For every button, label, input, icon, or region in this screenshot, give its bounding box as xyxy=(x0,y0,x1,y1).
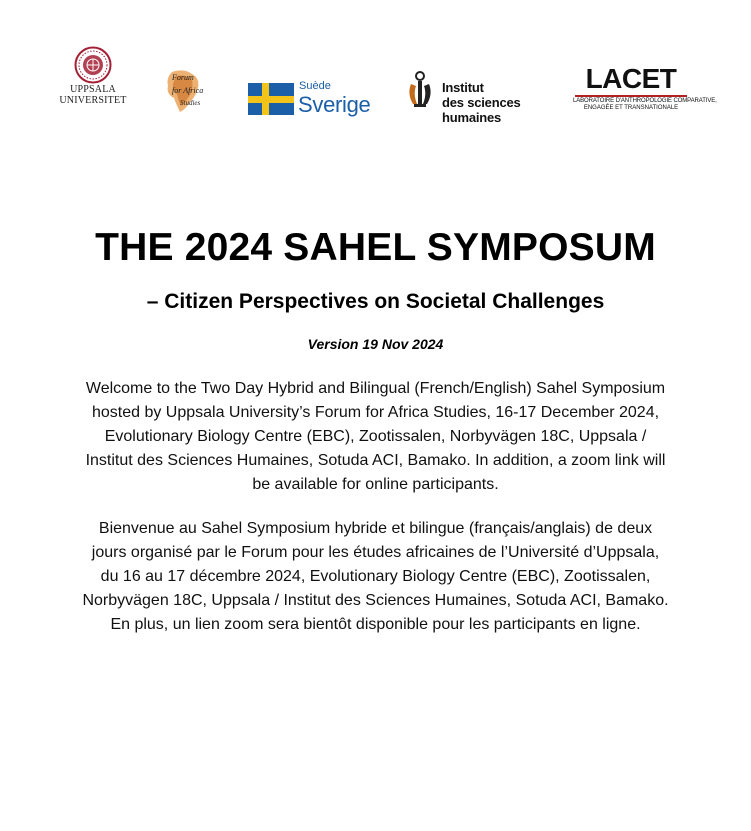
uppsala-seal-icon xyxy=(74,46,112,84)
forum-africa-icon xyxy=(158,68,210,114)
paragraph-line: Evolutionary Biology Centre (EBC), Zootissalen, Norbyvägen 18C, Uppsala / xyxy=(104,428,647,445)
version-label: Version 19 Nov 2024 xyxy=(307,336,444,352)
institut-name xyxy=(442,80,521,125)
paragraph-line: Norbyvägen 18C, Uppsala / Institut des Sciences Humaines, Sotuda ACI, Bamako. xyxy=(82,592,669,609)
institut-line2: des sciences xyxy=(442,95,521,110)
english-welcome-paragraph xyxy=(38,377,713,497)
lacet-divider xyxy=(575,95,687,97)
human-figure-icon xyxy=(405,70,439,116)
lacet-subtitle-line1: LABORATOIRE D'ANTHROPOLOGIE COMPARATIVE, xyxy=(573,98,717,104)
sverige-label: Sverige xyxy=(298,92,371,117)
forum-line1: Forum xyxy=(172,73,194,82)
sverige-logo xyxy=(248,80,371,122)
uppsala-name-line2: UNIVERSITET xyxy=(59,95,127,106)
forum-line3: Studies xyxy=(180,99,201,107)
institut-line3: humaines xyxy=(442,110,502,125)
logo-bar xyxy=(0,0,751,140)
paragraph-line: hosted by Uppsala University’s Forum for Africa Studies, 16-17 December 2024, xyxy=(91,404,660,421)
uppsala-university-logo xyxy=(58,46,128,106)
paragraph-line: jours organisé par le Forum pour les études africaines de l’Université d’Uppsala, xyxy=(91,544,660,561)
lacet-subtitle-line2: ENGAGÉE ET TRANSNATIONALE xyxy=(583,105,679,111)
french-welcome-paragraph xyxy=(38,517,713,637)
page-subtitle: – Citizen Perspectives on Societal Challenges xyxy=(146,290,605,313)
paragraph-line: be available for online participants. xyxy=(252,476,499,493)
lacet-logo xyxy=(573,63,717,120)
institut-line1: Institut xyxy=(442,80,484,95)
swedish-flag-icon xyxy=(248,83,294,115)
paragraph-line: Welcome to the Two Day Hybrid and Bilingual (French/English) Sahel Symposium xyxy=(85,380,666,397)
page-title: THE 2024 SAHEL SYMPOSUM xyxy=(95,226,656,269)
suede-label: Suède xyxy=(299,80,331,92)
uppsala-name-line1: UPPSALA xyxy=(70,84,116,95)
forum-line2: for Africa xyxy=(172,86,204,95)
paragraph-line: du 16 au 17 décembre 2024, Evolutionary Biology Centre (EBC), Zootissalen, xyxy=(100,568,651,585)
paragraph-line: En plus, un lien zoom sera bientôt disponible pour les participants en ligne. xyxy=(110,616,641,633)
paragraph-line: Bienvenue au Sahel Symposium hybride et bilingue (français/anglais) de deux xyxy=(98,520,653,537)
forum-africa-studies-logo xyxy=(158,68,210,114)
lacet-name: LACET xyxy=(585,63,677,94)
institut-sciences-humaines-logo xyxy=(405,70,535,124)
paragraph-line: Institut des Sciences Humaines, Sotuda ACI, Bamako. In addition, a zoom link will xyxy=(85,452,666,469)
